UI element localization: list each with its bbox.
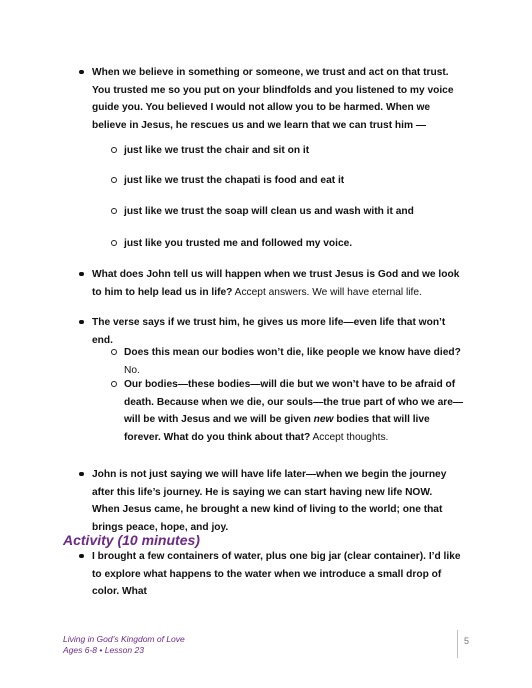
- bullet-dot: [79, 272, 84, 277]
- sub-item-text-b: bodies that will live forever. What do you think about that?: [124, 414, 430, 443]
- sub-item-instruction: Accept thoughts.: [310, 431, 389, 443]
- sub-item-text: just like we trust the chapati is food and eat it: [124, 175, 345, 186]
- sub-item-soap: [124, 203, 464, 221]
- sub-item-emphasis: new: [313, 414, 334, 425]
- sub-item-text: just like you trusted me and followed my voice.: [124, 238, 353, 249]
- sub-bullet-circle: [111, 208, 117, 214]
- footer-divider: [457, 630, 458, 658]
- bullet-activity-text: I brought a few containers of water, plus one big jar (clear container). I’d like to explore what happens to the water when we introduce a small drop of color. What: [92, 551, 461, 597]
- sub-item-text: just like we trust the soap will clean us and wash with it and: [124, 206, 414, 217]
- bullet-new-life: [92, 466, 462, 536]
- sub-item-chapati: [124, 172, 464, 190]
- sub-item-souls: [124, 376, 464, 446]
- sub-bullet-circle: [111, 240, 117, 246]
- sub-bullet-circle: [111, 177, 117, 183]
- sub-bullet-circle: [111, 349, 117, 355]
- bullet-dot: [79, 320, 84, 325]
- bullet-activity: [92, 548, 462, 601]
- sub-bullet-circle: [111, 381, 117, 387]
- sub-item-text-a: Our bodies—these bodies—will die but we won’t have to be afraid of death. Because when we die, our souls—the true part of who we are—will be with Jesus and we will be given: [124, 379, 464, 425]
- sub-item-text: just like we trust the chair and sit on it: [124, 145, 310, 156]
- sub-bullet-circle: [111, 147, 117, 153]
- sub-item-answer: No.: [124, 364, 140, 376]
- page-number: 5: [464, 636, 470, 646]
- bullet-john-answer-text: Accept answers. We will have eternal life.: [232, 286, 422, 298]
- bullet-dot: [79, 554, 84, 559]
- bullet-trust-text: When we believe in something or someone, we trust and act on that trust. You trusted me so you put on your blindfolds and you listened to my voice guide you. You believed I would not allow you to be harmed. When we believe in Jesus, he rescues us and we learn that we can trust him —: [92, 67, 454, 131]
- bullet-dot: [79, 70, 84, 75]
- bullet-new-life-text: John is not just saying we will have life later—when we begin the journey after this life’s journey. He is saying we can start having new life NOW. When Jesus came, he brought a new kind of living to the world; one that brings peace, hope, and joy.: [92, 469, 447, 533]
- bullet-verse-text: The verse says if we trust him, he gives us more life—even life that won’t end.: [92, 317, 446, 346]
- sub-item-question: Does this mean our bodies won’t die, like people we know have died?: [124, 347, 461, 358]
- sub-item-bodies-die: [124, 344, 464, 379]
- footer-title: Living in God’s Kingdom of Love: [63, 634, 185, 644]
- bullet-john-question: [92, 266, 462, 301]
- bullet-dot: [79, 472, 84, 477]
- bullet-john-question-text: What does John tell us will happen when we trust Jesus is God and we look to him to help lead us in life?: [92, 269, 460, 298]
- sub-item-voice: [124, 235, 464, 253]
- activity-heading: Activity (10 minutes): [63, 532, 200, 548]
- sub-item-chair: [124, 142, 464, 160]
- footer-subtitle: Ages 6-8 • Lesson 23: [63, 645, 144, 655]
- bullet-trust: [92, 64, 462, 134]
